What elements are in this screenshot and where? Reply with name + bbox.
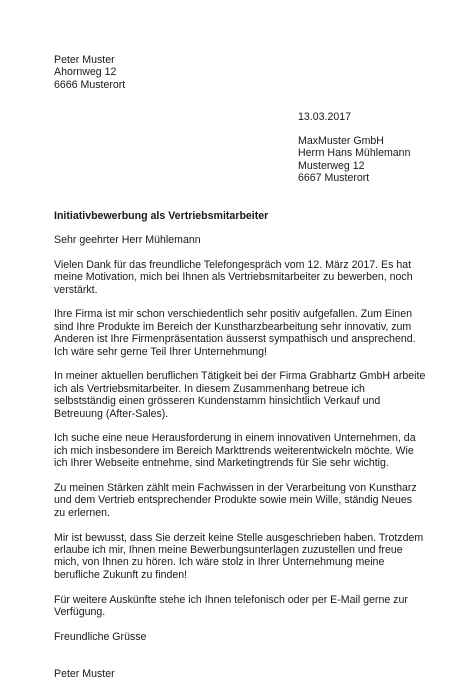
body-paragraph: In meiner aktuellen beruflichen Tätigkeit bei der Firma Grabhartz GmbH arbeite ich als Vertriebsmitarbeiter. In diesem Zusammenhang betreue ich selbstständig einen grösseren Kundenstamm hinsichtlich Verkauf und Betreuung (After-Sales). xyxy=(54,370,426,420)
recipient-street: Musterweg 12 xyxy=(298,159,365,172)
salutation: Sehr geehrter Herr Mühlemann xyxy=(54,234,201,246)
recipient-person: Herrn Hans Mühlemann xyxy=(298,147,411,160)
sender-address xyxy=(54,54,125,91)
sender-name: Peter Muster xyxy=(54,54,115,66)
letter-body xyxy=(54,234,426,693)
body-paragraph: Zu meinen Stärken zählt mein Fachwissen in der Verarbeitung von Kunstharz und dem Vertrieb entsprechender Produkte sowie mein Wille, ständig Neues zu erlernen. xyxy=(54,482,417,519)
body-paragraph: Ihre Firma ist mir schon verschiedentlich sehr positiv aufgefallen. Zum Einen sind Ihre Produkte im Bereich der Kunstharzbearbeitung sehr innovativ, zum Anderen ist Ihre Firmenpräsentation äusserst sympathisch und ansprechend. Ich wäre sehr gerne Teil Ihrer Unternehmung! xyxy=(54,308,416,358)
body-paragraph: Ich suche eine neue Herausforderung in einem innovativen Unternehmen, da ich mich insbesondere im Bereich Markttrends weiterentwickeln möchte. Wie ich Ihrer Webseite entnehme, sind Marketingtrends für Sie sehr wichtig. xyxy=(54,432,416,470)
body-paragraph: Für weitere Auskünfte stehe ich Ihnen telefonisch oder per E-Mail gerne zur Verfügung. xyxy=(54,593,408,619)
body-paragraph: Mir ist bewusst, dass Sie derzeit keine Stelle ausgeschrieben haben. Trotzdem erlaube ich mir, Ihnen meine Bewerbungsunterlagen zuzustellen und freue mich, von Ihnen zu hören. Ich wäre stolz in Ihrer Unternehmung meine berufliche Zukunft zu finden! xyxy=(54,531,424,581)
letter-subject: Initiativbewerbung als Vertriebsmitarbeiter xyxy=(54,210,269,222)
recipient-company: MaxMuster GmbH xyxy=(298,135,384,147)
signature: Peter Muster xyxy=(54,668,115,681)
recipient-city: 6667 Musterort xyxy=(298,172,370,185)
sender-city: 6666 Musterort xyxy=(54,78,126,91)
closing: Freundliche Grüsse xyxy=(54,630,147,643)
body-paragraph: Vielen Dank für das freundliche Telefongespräch vom 12. März 2017. Es hat meine Motivation, mich bei Ihnen als Vertriebsmitarbeiter zu bewerben, noch verstärkt. xyxy=(54,258,413,296)
sender-street: Ahornweg 12 xyxy=(54,66,117,79)
letter-date: 13.03.2017 xyxy=(298,111,352,123)
recipient-address xyxy=(298,135,410,185)
